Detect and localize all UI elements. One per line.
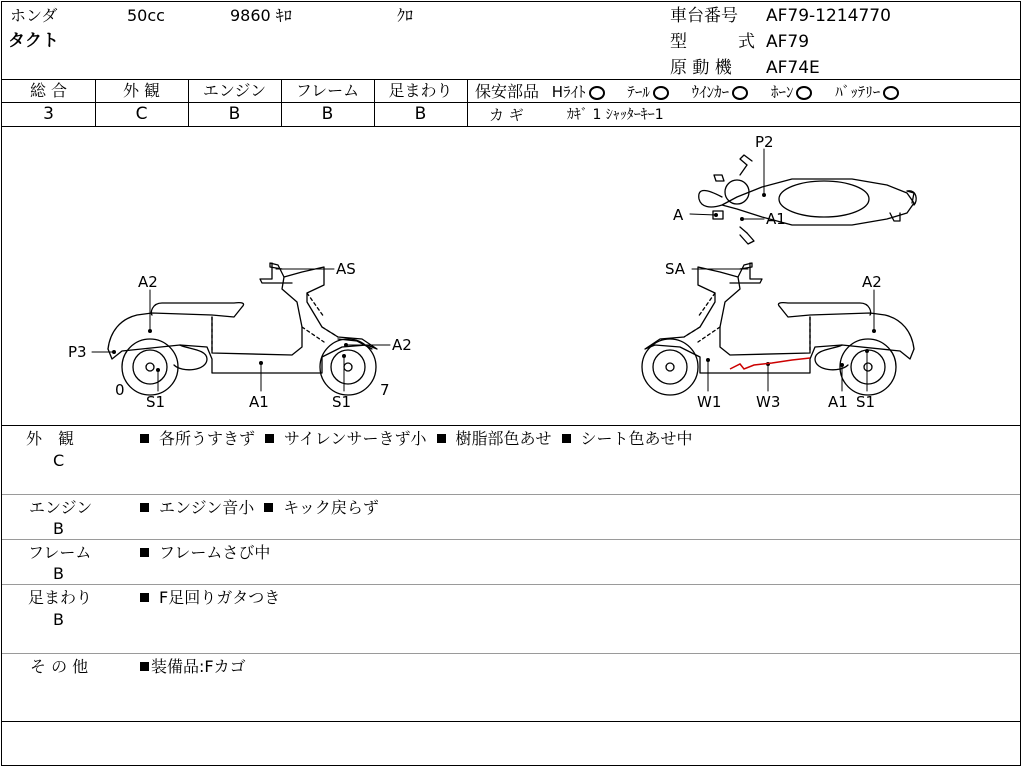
ok-circle-icon xyxy=(883,86,899,100)
note-items-suspension xyxy=(140,589,280,607)
engine-model-label: 原 動 機 xyxy=(670,58,732,78)
divider xyxy=(2,539,1020,540)
grade-overall-label: 総 合 xyxy=(29,81,68,100)
note-item: 樹脂部色あせ xyxy=(455,429,552,448)
grade-suspension-value: B xyxy=(414,104,427,124)
bullet-square-icon xyxy=(140,662,149,671)
mileage-unit: ｷﾛ xyxy=(275,6,292,25)
divider xyxy=(2,584,1020,585)
type-label-1: 型 xyxy=(670,32,687,52)
grade-suspension-label: 足まわり xyxy=(388,81,453,100)
bullet-square-icon xyxy=(140,593,149,602)
divider xyxy=(2,102,468,103)
label-right-a2: A2 xyxy=(862,273,882,291)
grade-frame-label: フレーム xyxy=(295,81,360,100)
grade-frame-value: B xyxy=(321,104,334,124)
label-right-w3: W3 xyxy=(756,393,781,411)
label-top-a: A xyxy=(673,206,684,224)
bullet-square-icon xyxy=(140,503,149,512)
label-left-0: 0 xyxy=(115,381,125,399)
keys-value: ｶｷﾞ 1 ｼｬｯﾀｰｷｰ1 xyxy=(567,107,664,123)
bullet-square-icon xyxy=(265,434,274,443)
label-left-a2: A2 xyxy=(138,273,158,291)
grade-engine-value: B xyxy=(228,104,241,124)
note-grade-suspension: B xyxy=(53,610,64,629)
model-name: タクト xyxy=(8,31,59,51)
safety-item-label: Hﾗｲﾄ xyxy=(551,83,586,101)
body-color: ｸﾛ xyxy=(397,6,414,25)
pointer-dots xyxy=(112,193,876,372)
damage-diagram xyxy=(2,127,1020,425)
bullet-square-icon xyxy=(562,434,571,443)
safety-item-label: ﾎｰﾝ xyxy=(770,83,794,101)
mileage-value: 9860 xyxy=(230,6,271,25)
note-item: エンジン音小 xyxy=(159,498,255,517)
frame-number-label: 車台番号 xyxy=(670,6,738,26)
divider xyxy=(2,79,1020,80)
label-left-as: AS xyxy=(336,260,356,278)
safety-parts-label: 保安部品 xyxy=(475,82,540,101)
label-top-a1: A1 xyxy=(766,210,786,228)
grade-exterior-value: C xyxy=(135,104,148,124)
note-grade-exterior: C xyxy=(53,451,65,470)
keys-label: カ ギ xyxy=(489,106,524,124)
divider xyxy=(2,494,1020,495)
label-left-7: 7 xyxy=(380,381,390,399)
label-left-s1: S1 xyxy=(146,393,166,411)
note-item: シート色あせ中 xyxy=(580,429,693,448)
note-item: 各所うすきず xyxy=(159,429,256,448)
note-grade-frame: B xyxy=(53,564,64,583)
label-top-p2: P2 xyxy=(755,133,774,151)
safety-item-label: ﾃｰﾙ xyxy=(627,83,650,101)
label-right-w1: W1 xyxy=(697,393,722,411)
note-item: キック戻らず xyxy=(283,498,379,517)
bullet-square-icon xyxy=(437,434,446,443)
note-items-exterior xyxy=(140,430,693,448)
note-item: 装備品:Fカゴ xyxy=(151,657,246,676)
ok-circle-icon xyxy=(732,86,748,100)
label-right-sa: SA xyxy=(665,260,686,278)
engine-model-value: AF74E xyxy=(766,58,820,78)
note-items-other xyxy=(140,658,246,676)
grade-engine-label: エンジン xyxy=(202,81,267,100)
divider xyxy=(2,653,1020,654)
grade-exterior-label: 外 観 xyxy=(122,81,161,100)
divider xyxy=(468,102,1020,103)
label-right-s1: S1 xyxy=(856,393,876,411)
scooter-top-view xyxy=(699,155,916,244)
grade-overall-value: 3 xyxy=(43,104,54,124)
label-left-s1b: S1 xyxy=(332,393,352,411)
frame-number-value: AF79-1214770 xyxy=(766,6,891,26)
ok-circle-icon xyxy=(653,86,669,100)
safety-item-horn xyxy=(771,83,813,101)
note-item: フレームさび中 xyxy=(159,543,271,562)
note-category-engine: エンジン xyxy=(29,498,93,517)
note-category-frame: フレーム xyxy=(28,543,92,562)
mileage xyxy=(230,7,292,25)
safety-item-headlight xyxy=(552,83,605,101)
note-category-other: そ の 他 xyxy=(30,657,89,676)
label-left-p3: P3 xyxy=(68,343,87,361)
type-label-2: 式 xyxy=(738,32,755,52)
divider xyxy=(2,425,1020,426)
note-items-engine xyxy=(140,499,379,517)
note-category-suspension: 足まわり xyxy=(28,588,93,607)
label-left-a1: A1 xyxy=(249,393,269,411)
note-item: サイレンサーきず小 xyxy=(284,429,427,448)
note-items-frame xyxy=(140,544,270,562)
ok-circle-icon xyxy=(589,86,605,100)
note-item: F足回りガタつき xyxy=(159,588,281,607)
divider xyxy=(467,79,468,126)
damage-scratch-mark xyxy=(730,358,810,369)
label-right-a1: A1 xyxy=(828,393,848,411)
safety-item-label: ｳｲﾝｶｰ xyxy=(691,83,730,101)
ok-circle-icon xyxy=(796,86,812,100)
bullet-square-icon xyxy=(264,503,273,512)
safety-item-battery xyxy=(835,83,899,101)
safety-item-tail xyxy=(627,83,669,101)
inspection-sheet xyxy=(1,1,1021,766)
maker: ホンダ xyxy=(10,6,58,25)
displacement: 50cc xyxy=(127,6,165,25)
type-value: AF79 xyxy=(766,32,810,52)
note-category-exterior: 外 観 xyxy=(26,429,75,448)
bullet-square-icon xyxy=(140,434,149,443)
divider xyxy=(2,721,1020,722)
label-left-a2b: A2 xyxy=(392,336,412,354)
safety-item-winker xyxy=(692,83,749,101)
safety-parts-row xyxy=(475,83,899,101)
safety-item-label: ﾊﾞｯﾃﾘｰ xyxy=(835,83,881,101)
note-grade-engine: B xyxy=(53,519,64,538)
bullet-square-icon xyxy=(140,548,149,557)
